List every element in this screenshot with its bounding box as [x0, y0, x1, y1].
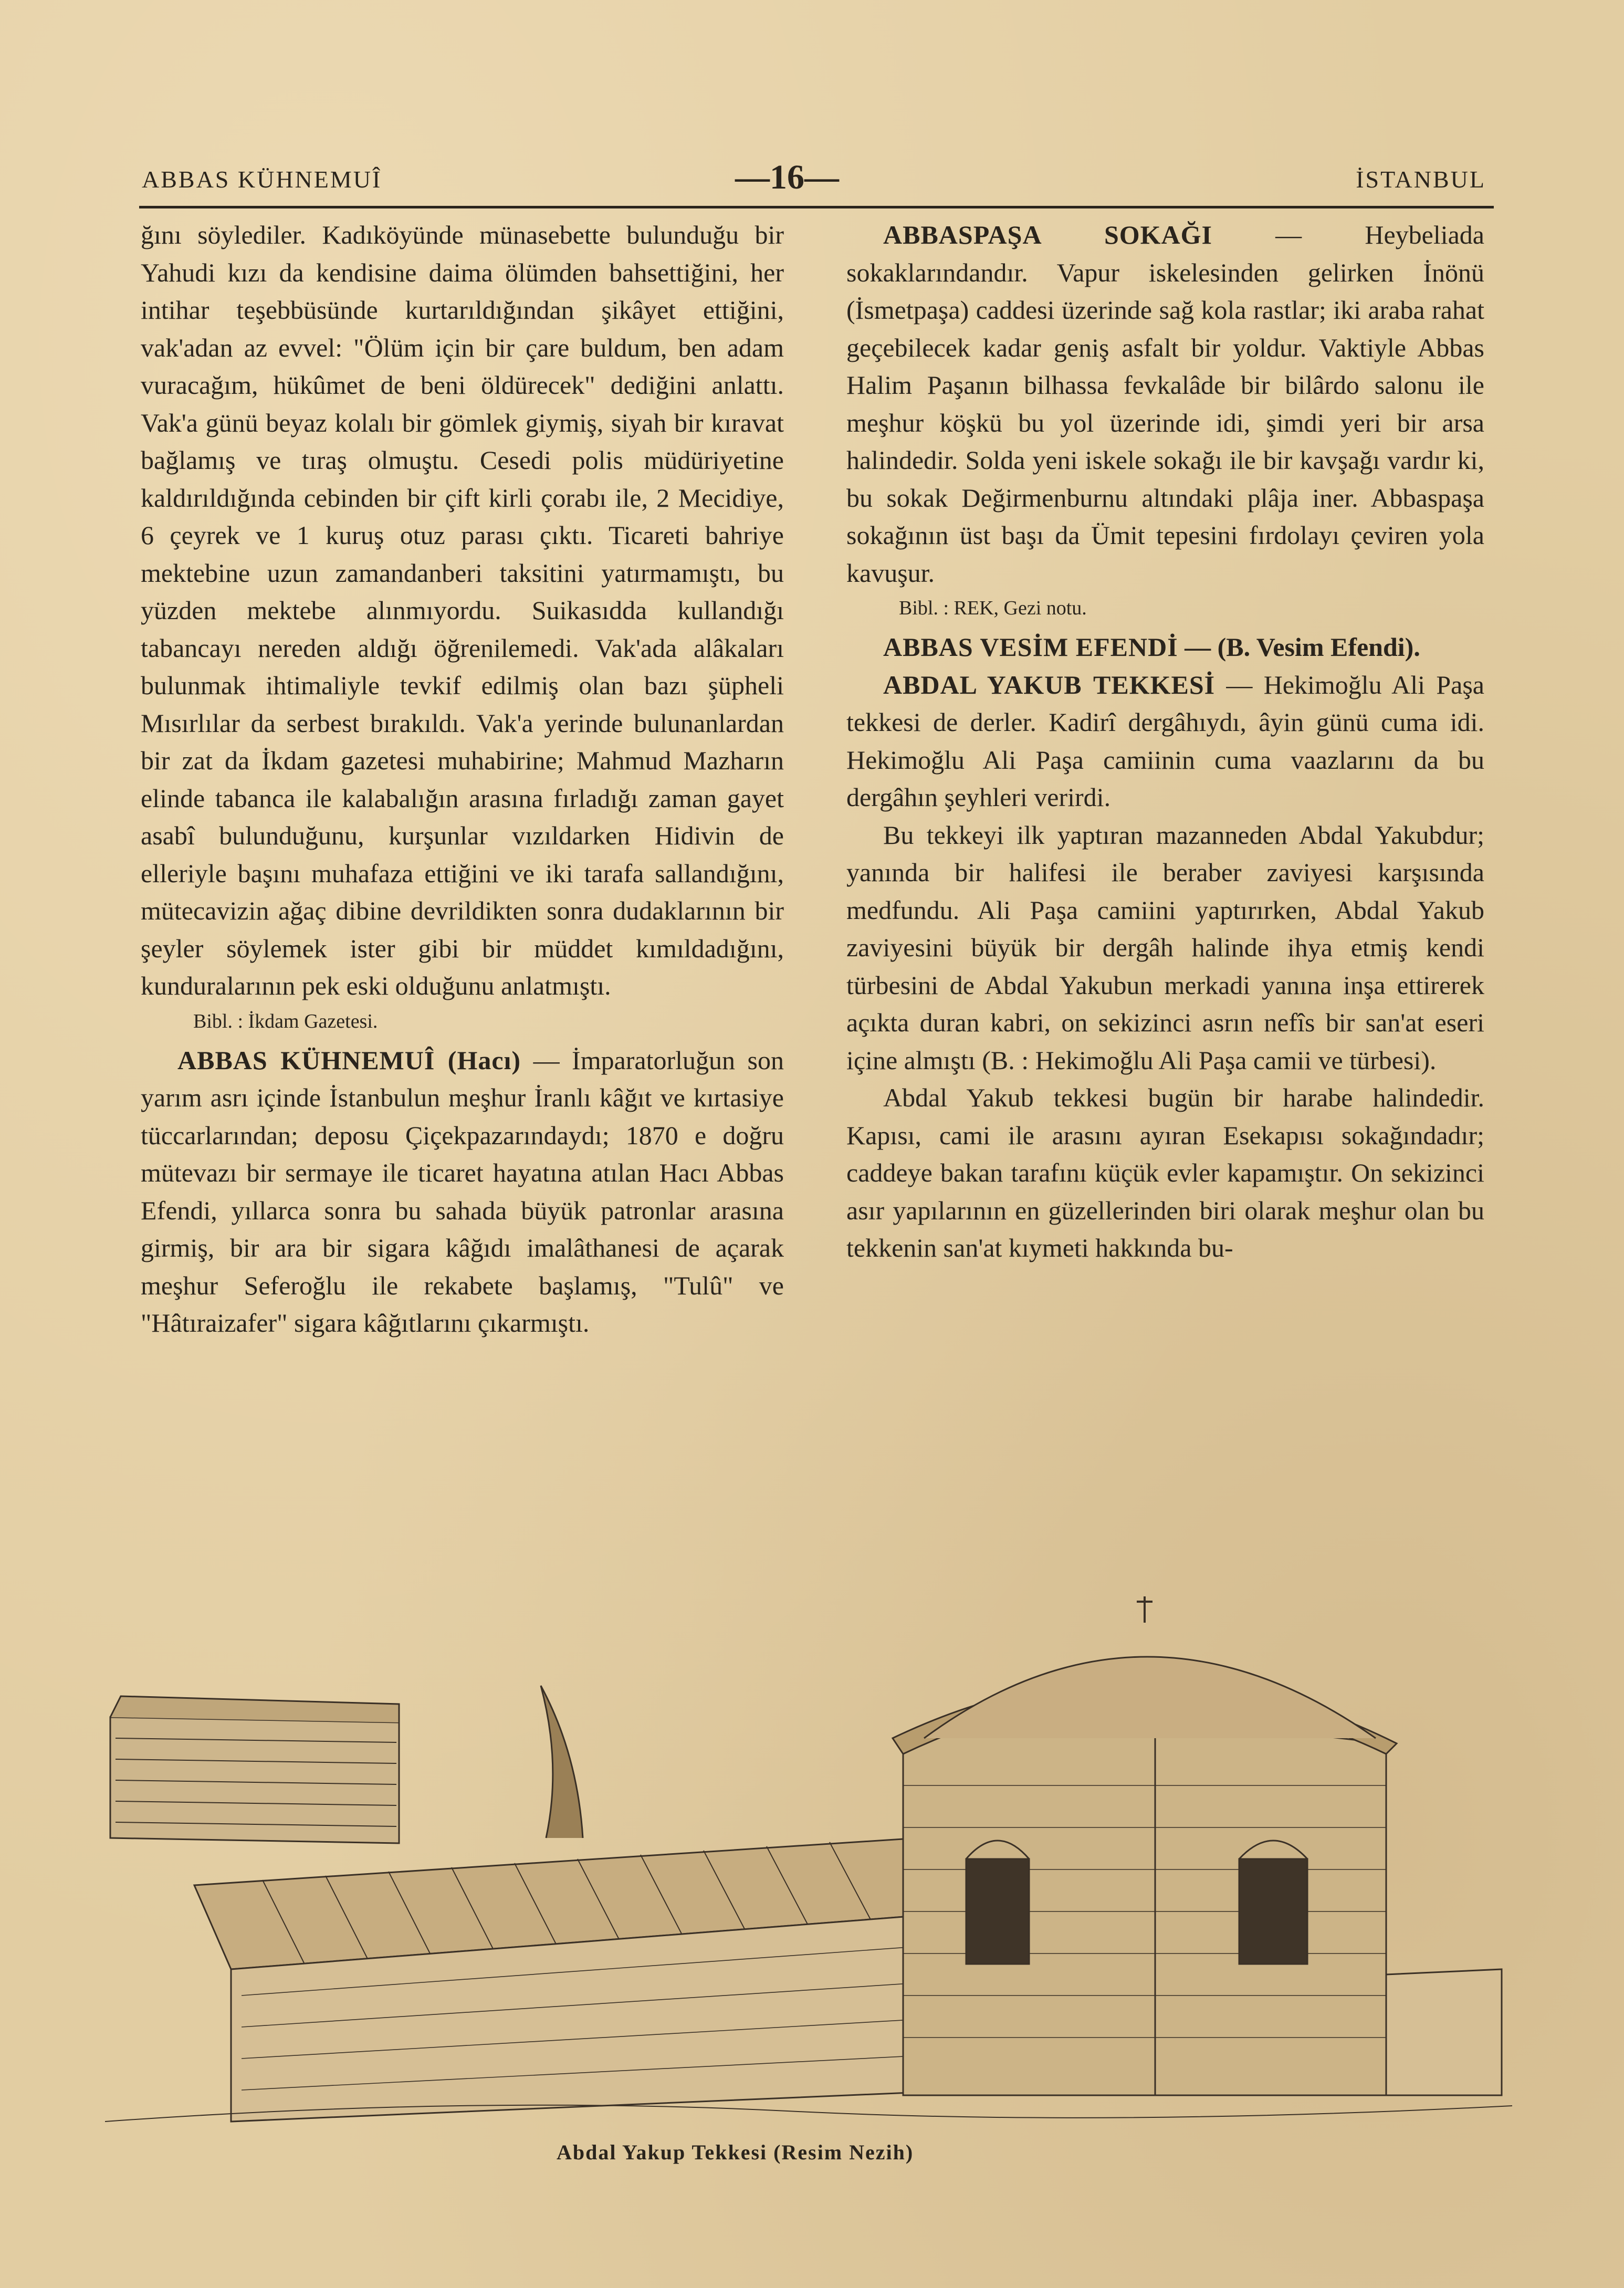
entry-title: ABBAS VESİM EFENDİ: [883, 632, 1178, 662]
paragraph-continuation: ğını söylediler. Kadıköyünde münasebette bulunduğu bir Yahudi kızı da kendisine daima ölümden bahsettiğini, her intihar teşebbüsünde kurtarıldığından şikâyet ettiğini, vak'adan az evvel: "Ölüm için bir çare buldum, ben adam vuracağım, hükûmet de beni öldürecek" dediğini anlattı. Vak'a günü beyaz kolalı bir gömlek giymiş, siyah bir kıravat bağlamış ve tıraş olmuştu. Cesedi polis müdüriyetine kaldırıldığında cebinden bir çift kirli çorabı ile, 2 Mecidiye, 6 çeyrek ve 1 kuruş otuz parası çıktı. Ticareti bahriye mektebine uzun zamandanberi taksitini yatırmamıştı, bu yüzden mektebe alınmıyordu. Suikasıdda kullandığı tabancayı nereden aldığı öğrenilemedi. Vak'ada alâkaları bulunmak ihtimaliyle tevkif edilmiş olan bazı şüpheli Mısırlılar da serbest bırakıldı. Vak'a yerinde bulunanlardan bir zat da İkdam gazetesi muhabirine; Mahmud Mazharın elinde tabanca ile kalabalığın arasına fırladığı zaman gayet asabî bulunduğunu, kurşunlar vızıldarken Hidivin de elleriyle başını muhafaza ettiğini ve iki tarafa sallandığını, mütecavizin ağaç dibine devrildikten sonra dudaklarının bir şeyler söylemek ister gibi bir müddet kımıldadığını, kunduralarının pek eski olduğunu anlatmıştı.: [141, 220, 784, 1000]
entry-title: ABDAL YAKUB TEKKESİ: [883, 670, 1216, 699]
entry-abbas-vesim-efendi: [846, 629, 1484, 666]
right-column: [846, 216, 1484, 1267]
entry-text: — (B. Vesim Efendi).: [1178, 632, 1420, 662]
paragraph: Bu tekkeyi ilk yaptıran mazanneden Abdal Yakubdur; yanında bir halifesi ile beraber zaviyesi karşısında medfundu. Ali Paşa camiini yaptırırken, Abdal Yakub zaviyesini büyük bir dergâh halinde ihya etmiş kendi türbesini de Abdal Yakubun merkadi yanına inşa ettirerek açıkta duran kabri, on sekizinci asrın nefîs bir san'at eseri içine almıştı (B. : Hekimoğlu Ali Paşa camii ve türbesi).: [846, 820, 1484, 1075]
entry-text: — Heybeliada sokaklarındandır. Vapur iskelesinden gelirken İnönü (İsmetpaşa) caddesi üzerinde sağ kola rastlar; iki araba rahat geçebilecek kadar geniş asfalt bir yoldur. Vaktiyle Abbas Halim Paşanın bilhassa fevkalâde bir bilârdo salonu ile meşhur köşkü bu yol üzerinde idi, şimdi yeri bir arsa halindedir. Solda yeni iskele sokağı ile bir kavşağı vardır ki, bu sokak Değirmenburnu altındaki plâja iner. Abbaspaşa sokağının üst başı da Ümit tepesini fırdolayı çeviren yola kavuşur.: [846, 220, 1484, 588]
entry-abbaspasa-sokagi: [846, 216, 1484, 592]
entry-text: — Hekimoğlu Ali Paşa tekkesi de derler. Kadirî dergâhıydı, âyin günü cuma idi. Hekimoğlu Ali Paşa camiinin cuma vaazlarını da bu dergâhın şeyhleri verirdi.: [846, 670, 1484, 812]
tekke-illustration: [105, 1565, 1512, 2148]
running-header: [142, 160, 1486, 202]
header-right-title: İSTANBUL: [1356, 166, 1486, 193]
left-column: [141, 216, 784, 1342]
entry-title: ABBASPAŞA SOKAĞI: [883, 220, 1213, 249]
paragraph: Abdal Yakub tekkesi bugün bir harabe halindedir. Kapısı, cami ile arasını ayıran Esekapısı sokağındadır; caddeye bakan tarafını küçük evler kapamıştır. On sekizinci asır yapılarının en güzellerinden biri olarak meşhur olan bu tekkenin san'at kıymeti hakkında bu-: [846, 1083, 1484, 1262]
header-left-title: ABBAS KÜHNEMUÎ: [142, 166, 382, 193]
entry-title: ABBAS KÜHNEMUÎ (Hacı): [177, 1045, 521, 1075]
bibliography-note: Bibl. : İkdam Gazetesi.: [193, 1010, 378, 1032]
page-number: —16—: [735, 158, 839, 196]
entry-abbas-kuhnemui: [141, 1042, 784, 1342]
bibliography-note: Bibl. : REK, Gezi notu.: [899, 597, 1087, 619]
header-rule: [139, 206, 1494, 208]
entry-text: — İmparatorluğun son yarım asrı içinde İstanbulun meşhur İranlı kâğıt ve kırtasiye tüccarlarından; deposu Çiçekpazarındaydı; 1870 e doğru mütevazı bir sermaye ile ticaret hayatına atılan Hacı Abbas Efendi, yıllarca sonra bu sahada büyük patronlar arasına girmiş, bir ara bir sigara kâğıdı imalâthanesi de açarak meşhur Seferoğlu ile rekabete başlamış, "Tulû" ve "Hâtıraizafer" sigara kâğıtlarını çıkarmıştı.: [141, 1045, 784, 1338]
entry-abdal-yakub-tekkesi: [846, 666, 1484, 817]
illustration-caption: Abdal Yakup Tekkesi (Resim Nezih): [557, 2140, 914, 2164]
